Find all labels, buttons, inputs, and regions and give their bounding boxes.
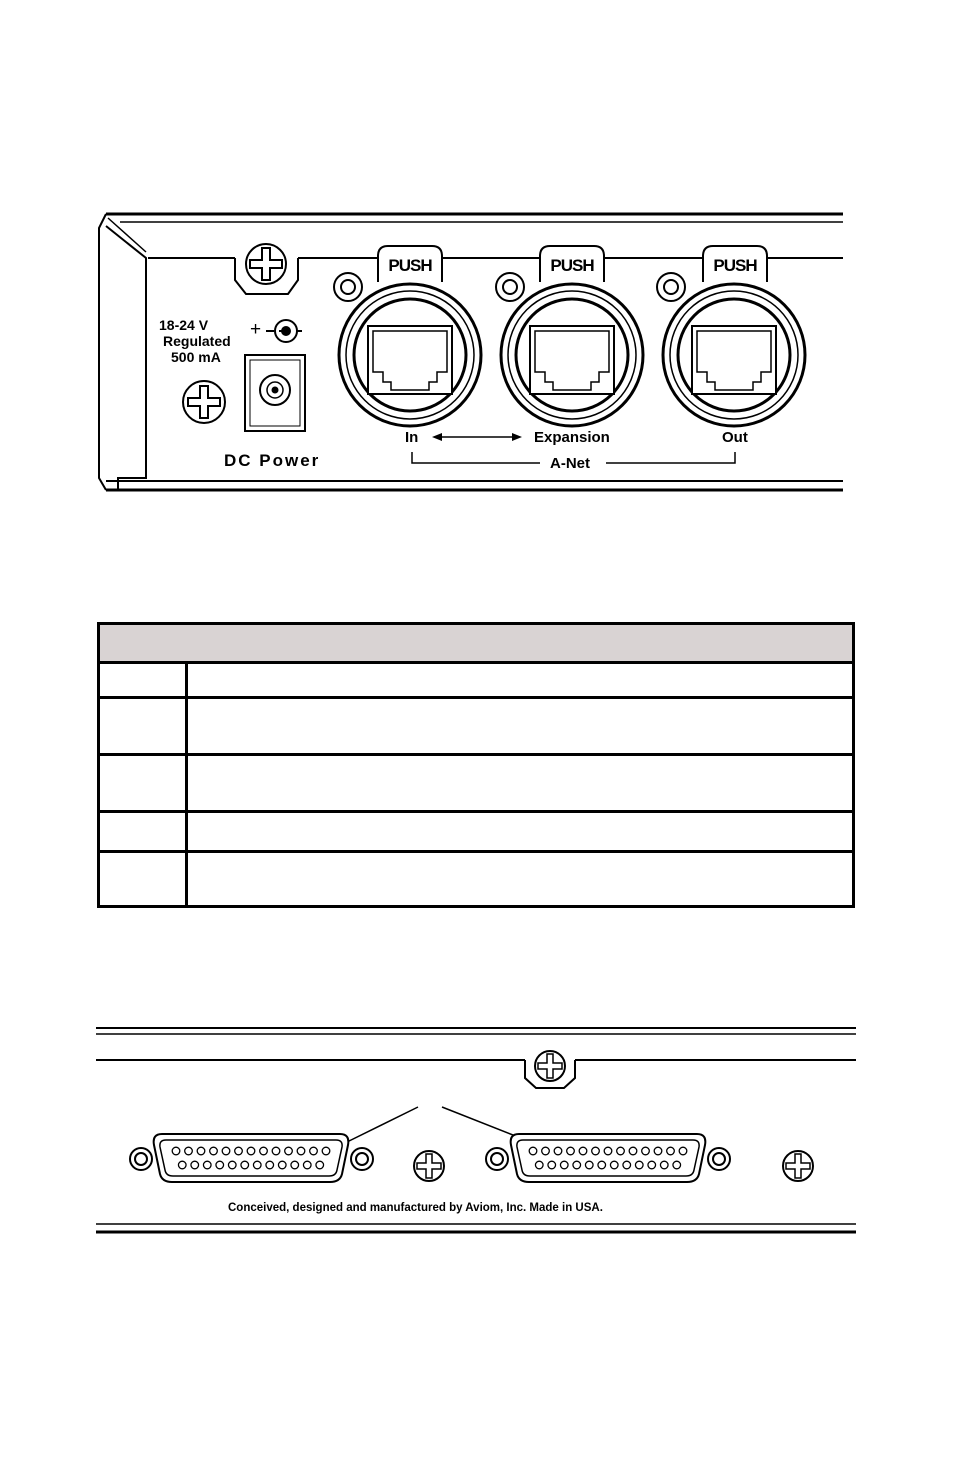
expansion-panel-diagram [0, 1010, 954, 1260]
pin-hole [573, 1161, 581, 1169]
pin-hole [253, 1161, 261, 1169]
pin-hole [310, 1147, 318, 1155]
pin-hole [266, 1161, 274, 1169]
screw-icon [183, 381, 225, 423]
pin-hole [654, 1147, 662, 1155]
pin-hole [560, 1161, 568, 1169]
pin-hole [285, 1147, 293, 1155]
push-label: PUSH [713, 256, 757, 275]
pin-hole [228, 1161, 236, 1169]
screw-icon [535, 1051, 565, 1081]
dc-polarity-icon [266, 320, 302, 342]
double-arrow-icon [432, 433, 522, 441]
polarity-plus: + [250, 319, 262, 340]
voltage-label: 18-24 V [159, 317, 209, 333]
column-divider [185, 813, 188, 850]
screw-icon [783, 1151, 813, 1181]
table-header [100, 625, 852, 664]
pin-hole [567, 1147, 575, 1155]
table-row [100, 853, 852, 905]
pin-hole [585, 1161, 593, 1169]
pin-hole [610, 1161, 618, 1169]
push-label: PUSH [550, 256, 594, 275]
column-divider [185, 699, 188, 753]
dc-power-label: DC Power [224, 451, 321, 470]
column-divider [185, 664, 188, 696]
table-row [100, 756, 852, 813]
pin-hole [291, 1161, 299, 1169]
pin-hole [604, 1147, 612, 1155]
footer-credit: Conceived, designed and manufactured by Aviom, Inc. Made in USA. [228, 1202, 603, 1214]
pin-hole [542, 1147, 550, 1155]
pin-hole [191, 1161, 199, 1169]
pin-hole [660, 1161, 668, 1169]
pin-hole [579, 1147, 587, 1155]
dc-power-jack[interactable] [245, 355, 305, 431]
pin-hole [673, 1161, 681, 1169]
pin-hole [235, 1147, 243, 1155]
pin-hole [178, 1161, 186, 1169]
out-label: Out [722, 429, 748, 446]
pin-hole [535, 1161, 543, 1169]
spec-table [97, 622, 855, 908]
in-label: In [405, 429, 419, 446]
pin-hole [185, 1147, 193, 1155]
pin-hole [197, 1147, 205, 1155]
db25-connector-2[interactable] [486, 1134, 730, 1182]
pin-hole [216, 1161, 224, 1169]
pin-hole [172, 1147, 180, 1155]
pin-hole [529, 1147, 537, 1155]
pin-hole [592, 1147, 600, 1155]
expansion-label: Expansion [534, 429, 610, 446]
current-label: 500 mA [171, 349, 221, 365]
pin-hole [210, 1147, 218, 1155]
pin-hole [222, 1147, 230, 1155]
pin-hole [554, 1147, 562, 1155]
pin-hole [272, 1147, 280, 1155]
pin-hole [598, 1161, 606, 1169]
pin-hole [316, 1161, 324, 1169]
rear-panel-drawing [0, 0, 954, 520]
pin-hole [617, 1147, 625, 1155]
pin-hole [203, 1161, 211, 1169]
pin-hole [303, 1161, 311, 1169]
table-row [100, 699, 852, 756]
table-row [100, 813, 852, 853]
pin-hole [322, 1147, 330, 1155]
pin-hole [297, 1147, 305, 1155]
pin-hole [260, 1147, 268, 1155]
rear-panel-diagram [0, 0, 954, 520]
pin-hole [548, 1161, 556, 1169]
screw-icon [246, 244, 286, 284]
pin-hole [278, 1161, 286, 1169]
pin-hole [623, 1161, 631, 1169]
table-row [100, 664, 852, 699]
regulated-label: Regulated [163, 333, 231, 349]
anet-label: A-Net [550, 455, 590, 472]
pin-hole [667, 1147, 675, 1155]
pin-hole [247, 1147, 255, 1155]
pin-hole [629, 1147, 637, 1155]
column-divider [185, 756, 188, 810]
column-divider [185, 853, 188, 905]
db25-connector-1[interactable] [130, 1134, 373, 1182]
expansion-panel-drawing [0, 1010, 954, 1260]
pin-hole [648, 1161, 656, 1169]
pin-hole [679, 1147, 687, 1155]
pin-hole [635, 1161, 643, 1169]
screw-icon [414, 1151, 444, 1181]
pin-hole [241, 1161, 249, 1169]
pin-hole [642, 1147, 650, 1155]
push-label: PUSH [388, 256, 432, 275]
